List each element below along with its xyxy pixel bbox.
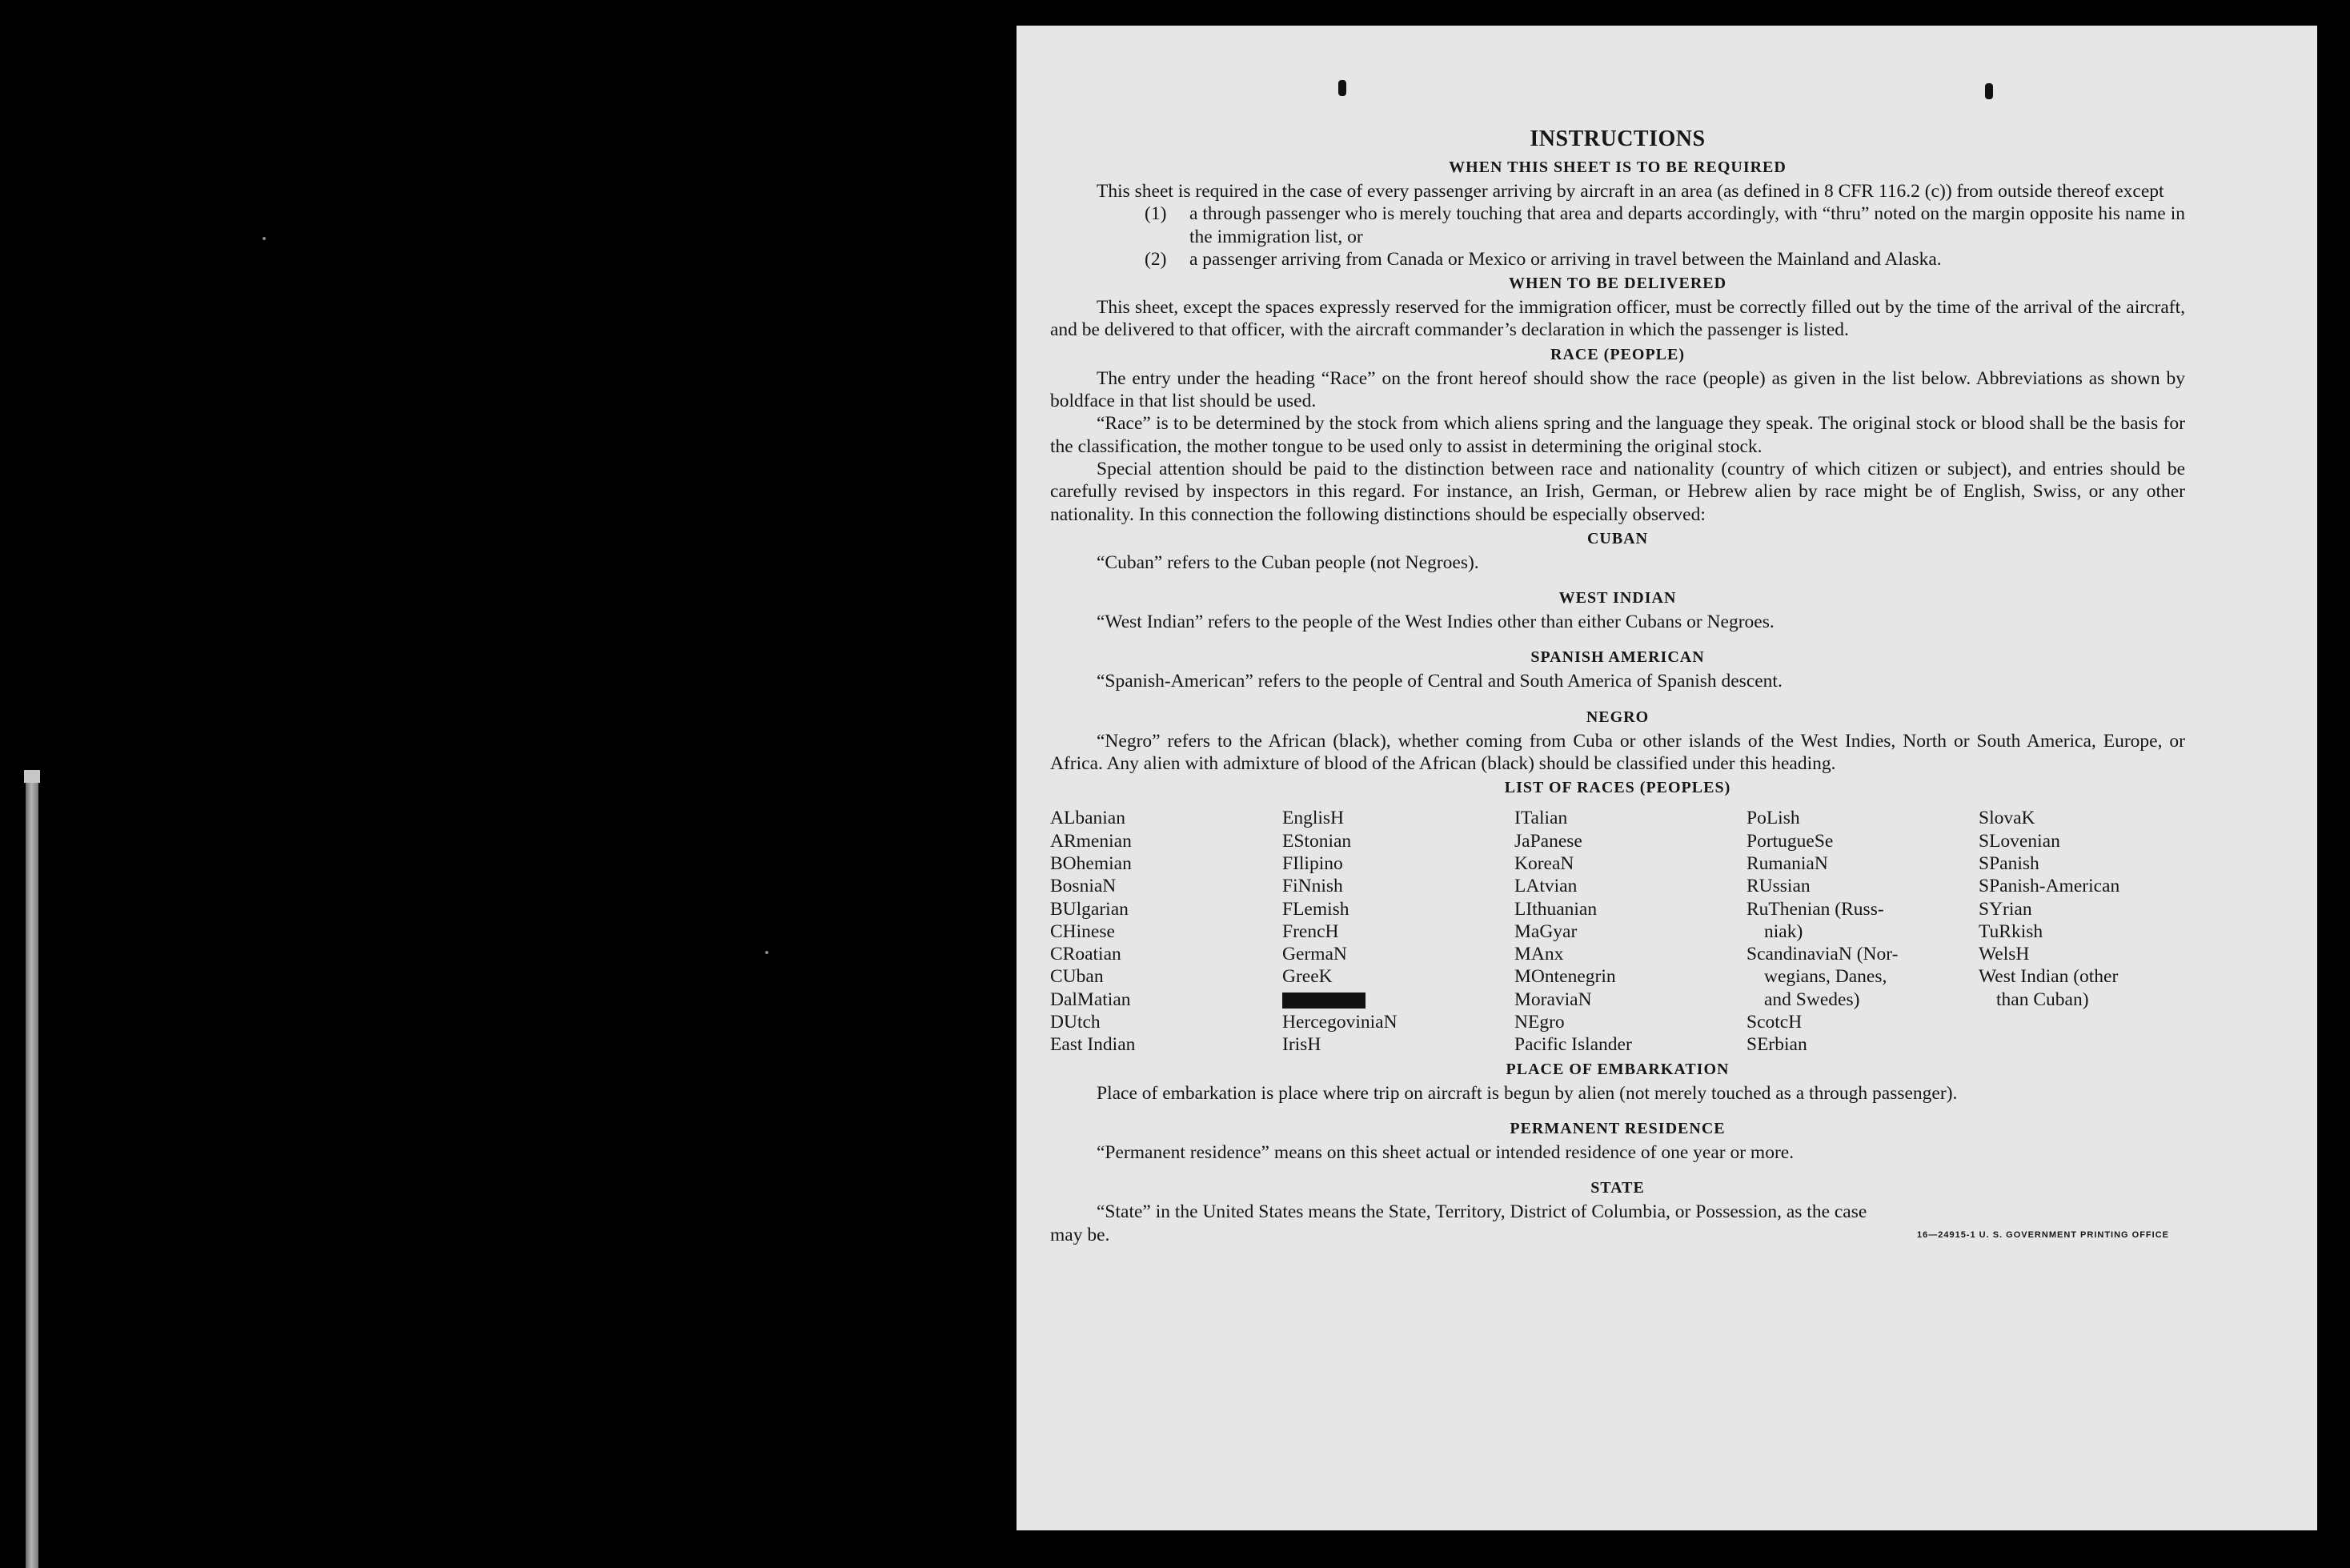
heading-spanish-american: SPANISH AMERICAN — [1530, 648, 1705, 667]
state-text: “State” in the United States means the State, Territory, District of Columbia, or Possession, as the case — [1097, 1201, 1867, 1223]
race-entry: Pacific Islander — [1514, 1034, 1632, 1056]
race-entry: DUtch — [1050, 1012, 1101, 1033]
race-entry: ALbanian — [1050, 808, 1125, 829]
race-entry: TuRkish — [1979, 920, 2043, 942]
heading-negro: NEGRO — [1586, 708, 1650, 726]
race-entry: KoreaN — [1514, 852, 1574, 874]
races-column-5 — [1979, 807, 2211, 1056]
race-entry: FLemish — [1282, 898, 1349, 920]
race-entry: BosniaN — [1050, 876, 1117, 897]
race-entry: GreeK — [1282, 966, 1333, 988]
race-entry: DalMatian — [1050, 989, 1131, 1010]
heading-state: STATE — [1590, 1179, 1645, 1197]
list-item — [1145, 248, 2185, 271]
race-entry: CRoatian — [1050, 944, 1121, 965]
residence-text: “Permanent residence” means on this sheet actual or intended residence of one year or more. — [1097, 1141, 1795, 1163]
race-entry: MaGyar — [1514, 920, 1578, 942]
race-entry: NEgro — [1514, 1012, 1565, 1033]
race-entry: CUban — [1050, 966, 1104, 988]
document-page — [1017, 26, 2317, 1530]
dust-speck — [765, 951, 768, 954]
race-entry: ScotcH — [1746, 1012, 1803, 1033]
left-edge-strip-cap — [24, 770, 40, 783]
heading-race: RACE (PEOPLE) — [1550, 345, 1685, 363]
race-entry: EnglisH — [1282, 808, 1345, 829]
race-entry: SlovaK — [1979, 808, 2035, 829]
redaction-mark — [1282, 993, 1365, 1009]
race-entry: SPanish-American — [1979, 876, 2120, 897]
spanish-american-text: “Spanish-American” refers to the people of Central and South America of Spanish descent. — [1097, 671, 1783, 692]
cuban-text: “Cuban” refers to the Cuban people (not Negroes). — [1097, 551, 1479, 573]
race-entry: PoLish — [1746, 808, 1800, 829]
race-entry: FIlipino — [1282, 852, 1343, 874]
race-entry: BUlgarian — [1050, 898, 1129, 920]
race-entry: RuThenian (Russ- — [1746, 898, 1884, 920]
race-entry-continued: wegians, Danes, — [1764, 966, 1887, 988]
race-paragraph-1: The entry under the heading “Race” on the front hereof should show the race (people) as given in the list below. Abbreviations as shown by boldface in that list should be used. — [1050, 367, 2185, 412]
list-item-text: a through passenger who is merely touching that area and departs accordingly, with “thru” noted on the margin opposite his name in the immigration list, or — [1189, 203, 2185, 247]
races-column-2 — [1282, 807, 1514, 1056]
race-entry: JaPanese — [1514, 830, 1582, 852]
embarkation-text: Place of embarkation is place where trip on aircraft is begun by alien (not merely touched as a through passenger). — [1097, 1082, 1958, 1104]
page-title: INSTRUCTIONS — [1530, 126, 1706, 151]
race-entry: HercegoviniaN — [1282, 1012, 1398, 1033]
races-column-4 — [1746, 807, 1979, 1056]
race-entry: ScandinaviaN (Nor- — [1746, 944, 1899, 965]
page-footer — [1050, 1224, 2185, 1246]
heading-list-of-races: LIST OF RACES (PEOPLES) — [1504, 779, 1731, 797]
race-entry: ARmenian — [1050, 830, 1132, 852]
negro-text: “Negro” refers to the African (black), whether coming from Cuba or other islands of the West Indies, North or South America, Europe, or Africa. Any alien with admixture of blood of the African (black) should be classified under this heading. — [1050, 730, 2185, 775]
race-entry: FiNnish — [1282, 876, 1343, 897]
race-entry: CHinese — [1050, 920, 1115, 942]
race-entry: LAtvian — [1514, 876, 1578, 897]
required-intro: This sheet is required in the case of every passenger arriving by aircraft in an area (as defined in 8 CFR 116.2 (c)) from outside thereof except — [1097, 181, 2164, 202]
race-entry: RumaniaN — [1746, 852, 1828, 874]
race-entry: BOhemian — [1050, 852, 1132, 874]
heading-cuban: CUBAN — [1586, 529, 1649, 547]
heading-permanent-residence: PERMANENT RESIDENCE — [1510, 1119, 1726, 1137]
race-entry-continued: and Swedes) — [1764, 989, 1860, 1010]
left-edge-strip — [26, 770, 38, 1568]
race-paragraph-2: “Race” is to be determined by the stock from which aliens spring and the language they speak. The original stock or blood shall be the basis for the classification, the mother tongue to be used only to assist in determining the original stock. — [1050, 413, 2185, 457]
race-entry: PortugueSe — [1746, 830, 1834, 852]
race-entry-redacted — [1282, 989, 1514, 1011]
heading-when-required: WHEN THIS SHEET IS TO BE REQUIRED — [1449, 158, 1787, 176]
race-entry: EStonian — [1282, 830, 1352, 852]
list-item — [1145, 203, 2185, 248]
delivered-text: This sheet, except the spaces expressly reserved for the immigration officer, must be correctly filled out by the time of the arrival of the aircraft, and be delivered to that officer, with the aircraft commander’s declaration in which the passenger is listed. — [1050, 297, 2185, 341]
race-entry-continued: niak) — [1764, 920, 1803, 942]
state-text-last-line: may be. — [1050, 1224, 1110, 1245]
dust-speck — [263, 237, 266, 240]
punch-hole-mark — [1338, 80, 1346, 96]
race-entry: RUssian — [1746, 876, 1811, 897]
race-entry: WelsH — [1979, 944, 2030, 965]
instructions-content — [1050, 126, 2185, 1246]
heading-when-delivered: WHEN TO BE DELIVERED — [1508, 275, 1727, 293]
race-entry: SPanish — [1979, 852, 2039, 874]
race-entry: FrencH — [1282, 920, 1339, 942]
race-paragraph-3: Special attention should be paid to the distinction between race and nationality (country of which citizen or subject), and entries should be carefully revised by inspectors in this regard. For instance, an Irish, German, or Hebrew alien by race might be of English, Swiss, or any other nationality. In this connection the following distinctions should be especially observed: — [1050, 458, 2185, 525]
west-indian-text: “West Indian” refers to the people of the West Indies other than either Cubans or Negroes. — [1097, 612, 1775, 633]
heading-embarkation: PLACE OF EMBARKATION — [1506, 1060, 1730, 1078]
race-entry: East Indian — [1050, 1034, 1136, 1056]
punch-hole-mark — [1985, 83, 1993, 99]
list-item-number: (1) — [1145, 203, 1167, 225]
form-code: 16—24915-1 U. S. GOVERNMENT PRINTING OFFICE — [1916, 1229, 2169, 1240]
list-item-text: a passenger arriving from Canada or Mexico or arriving in travel between the Mainland and Alaska. — [1189, 248, 1942, 270]
races-column-1 — [1050, 807, 1282, 1056]
race-entry: SYrian — [1979, 898, 2032, 920]
race-entry-continued: than Cuban) — [1996, 989, 2089, 1010]
races-column-3 — [1514, 807, 1746, 1056]
race-entry: SErbian — [1746, 1034, 1807, 1056]
list-item-number: (2) — [1145, 248, 1167, 270]
race-entry: LIthuanian — [1514, 898, 1598, 920]
race-entry: GermaN — [1282, 944, 1347, 965]
heading-west-indian: WEST INDIAN — [1558, 589, 1677, 608]
race-entry: SLovenian — [1979, 830, 2060, 852]
race-entry: MAnx — [1514, 944, 1564, 965]
race-entry: MoraviaN — [1514, 989, 1592, 1010]
race-entry: MOntenegrin — [1514, 966, 1616, 988]
race-entry: IrisH — [1282, 1034, 1321, 1056]
race-entry: West Indian (other — [1979, 966, 2119, 988]
races-table — [1050, 807, 2185, 1056]
race-entry: ITalian — [1514, 808, 1568, 829]
